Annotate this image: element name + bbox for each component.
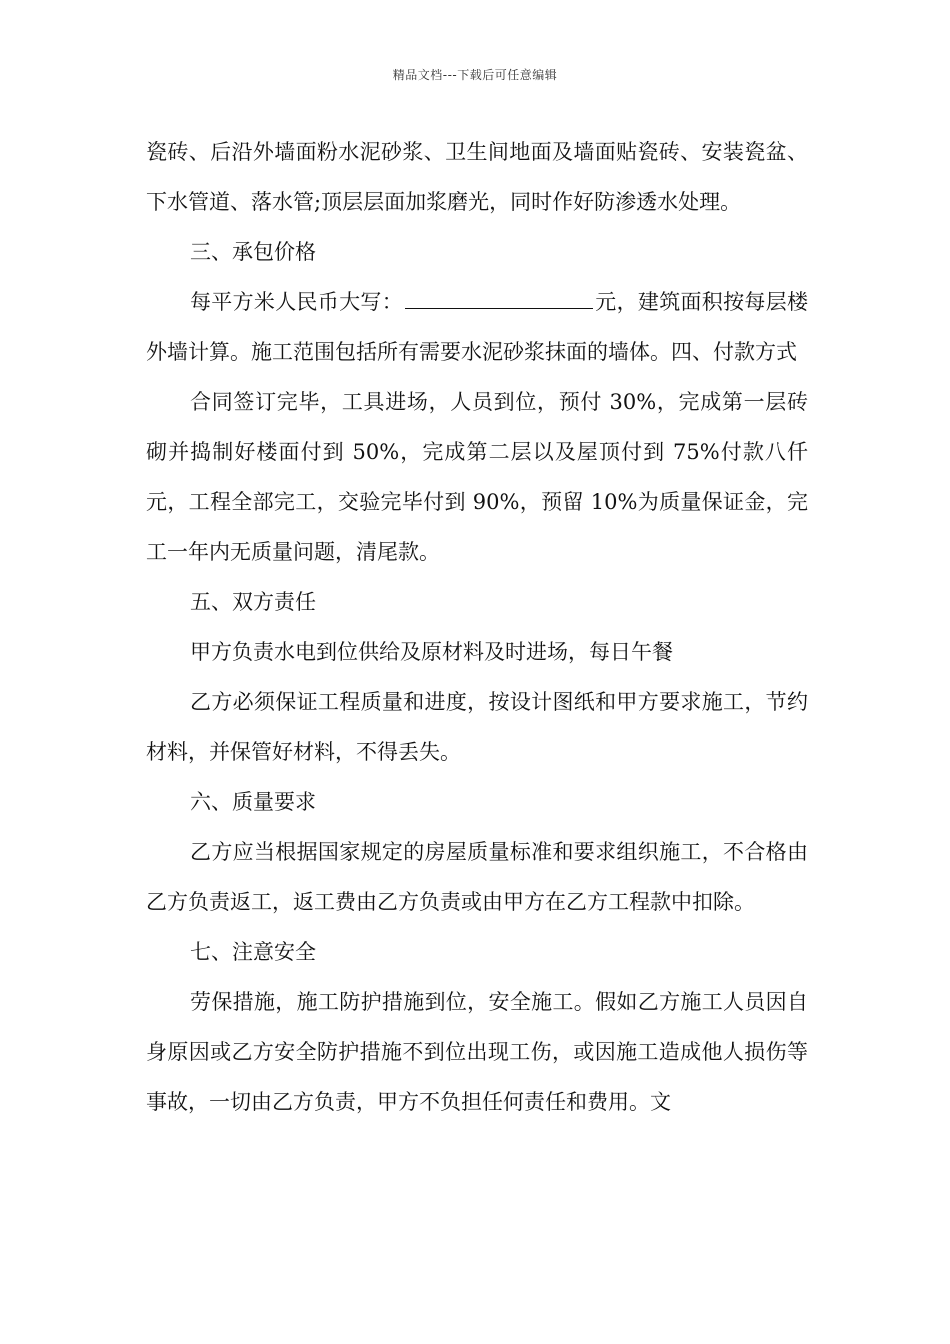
price-text: 元，建筑面积按每层楼外墙计算。施工范围包括所有需要水泥砂浆抹面的墙体。四、付款方式 bbox=[146, 290, 808, 364]
paragraph-party-b: 乙方必须保证工程质量和进度，按设计图纸和甲方要求施工，节约材料，并保管好材料，不得丢失。 bbox=[146, 690, 808, 764]
section-heading-price: 三、承包价格 bbox=[190, 240, 316, 264]
price-label: 每平方米人民币大写： bbox=[190, 290, 403, 314]
section-heading-safety: 七、注意安全 bbox=[190, 940, 316, 964]
document-body bbox=[146, 127, 808, 1127]
paragraph-payment: 合同签订完毕，工具进场，人员到位，预付 30%，完成第一层砖砌并捣制好楼面付到 50%，完成第二层以及屋顶付到 75%付款八仟元，工程全部完工，交验完毕付到 90%，预留 10%为质量保证金，完工一年内无质量问题，清尾款。 bbox=[146, 390, 808, 564]
paragraph-price bbox=[146, 277, 808, 377]
price-blank-line bbox=[405, 288, 593, 309]
paragraph-party-a: 甲方负责水电到位供给及原材料及时进场，每日午餐 bbox=[190, 640, 673, 664]
section-heading-quality: 六、质量要求 bbox=[190, 790, 316, 814]
section-heading-responsibility: 五、双方责任 bbox=[190, 590, 316, 614]
paragraph-quality: 乙方应当根据国家规定的房屋质量标准和要求组织施工，不合格由乙方负责返工，返工费由乙方负责或由甲方在乙方工程款中扣除。 bbox=[146, 840, 808, 914]
paragraph-materials: 瓷砖、后沿外墙面粉水泥砂浆、卫生间地面及墙面贴瓷砖、安装瓷盆、下水管道、落水管;顶层层面加浆磨光，同时作好防渗透水处理。 bbox=[146, 140, 808, 214]
paragraph-safety: 劳保措施，施工防护措施到位，安全施工。假如乙方施工人员因自身原因或乙方安全防护措施不到位出现工伤，或因施工造成他人损伤等事故，一切由乙方负责，甲方不负担任何责任和费用。文 bbox=[146, 990, 808, 1114]
page-header: 精品文档---下载后可任意编辑 bbox=[392, 68, 558, 82]
